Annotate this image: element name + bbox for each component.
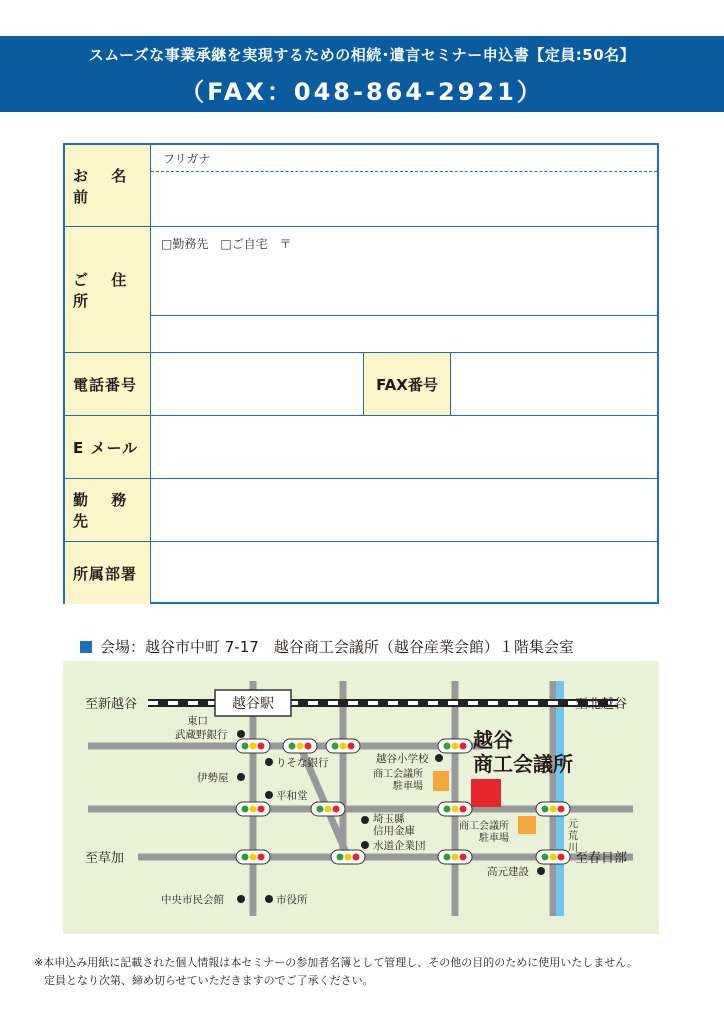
venue-title-1: 越谷 xyxy=(473,728,513,752)
label-suido-kigyodan: 水道企業団 xyxy=(373,840,426,852)
map-graphic xyxy=(63,661,659,934)
department-label: 所属部署 xyxy=(65,542,151,604)
name-label: お 名 前 xyxy=(65,145,151,226)
label-east-exit: 東口 xyxy=(187,715,208,727)
station-name: 越谷駅 xyxy=(232,696,274,712)
fax-label: FAX番号 xyxy=(363,353,451,415)
address-field-2[interactable] xyxy=(152,317,657,352)
label-parking-1: 駐車場 xyxy=(393,781,423,792)
privacy-note xyxy=(34,954,638,990)
label-takamoto: 高元建設 xyxy=(487,866,529,878)
label-to-soka: 至草加 xyxy=(85,851,125,866)
address-label: ご 住 所 xyxy=(65,227,151,352)
email-label: E メール xyxy=(65,416,151,478)
furigana-field[interactable] xyxy=(152,145,657,171)
label-civic-hall: 中央市民会館 xyxy=(161,894,224,906)
email-row xyxy=(65,415,657,478)
form-title: スムーズな事業承継を実現するための相続･遺言セミナー申込書【定員:50名】 xyxy=(88,46,636,64)
note-line-2: 定員となり次第、締め切らせていただきますのでご了承ください。 xyxy=(44,974,374,987)
address-divider xyxy=(151,315,657,316)
label-to-shinkoshigaya: 至新越谷 xyxy=(85,697,138,712)
venue-title-2: 商工会議所 xyxy=(473,752,573,776)
label-iseya: 伊勢屋 xyxy=(197,772,229,784)
venue-text: 会場：越谷市中町 7-17 越谷商工会議所（越谷産業会館）１階集会室 xyxy=(100,638,574,656)
label-resona-bank: りそな銀行 xyxy=(276,757,329,769)
note-line-1: ※本申込み用紙に記載された個人情報は本セミナーの参加者名簿として管理し、その他の目的のために使用いたしません。 xyxy=(34,956,638,969)
phone-row xyxy=(65,352,657,415)
label-parking-2: 駐車場 xyxy=(479,833,509,844)
label-chamber-parking-2: 商工会議所 xyxy=(459,821,509,832)
label-musashino-bank: 武蔵野銀行 xyxy=(175,729,228,741)
label-river-3: 川 xyxy=(568,843,578,854)
parking-1 xyxy=(433,771,449,791)
department-field[interactable] xyxy=(152,542,657,604)
fax-field[interactable] xyxy=(452,353,657,415)
address-row xyxy=(65,226,657,352)
department-row xyxy=(65,541,657,604)
application-form xyxy=(63,143,659,604)
river xyxy=(556,681,564,916)
label-saitama-shinkin-1: 埼玉縣 xyxy=(373,813,405,825)
venue-marker xyxy=(471,779,501,807)
parking-2 xyxy=(518,816,536,834)
name-row xyxy=(65,145,657,226)
label-chamber-parking-1: 商工会議所 xyxy=(373,769,423,780)
label-heiwado: 平和堂 xyxy=(276,790,308,802)
name-field[interactable] xyxy=(152,172,657,226)
label-saitama-shinkin-2: 信用金庫 xyxy=(373,825,415,837)
access-map xyxy=(63,661,659,934)
label-to-kasukabe: 至春日部 xyxy=(575,851,628,866)
address-field[interactable] xyxy=(152,253,657,313)
square-bullet-icon xyxy=(80,641,92,653)
fax-number: （FAX：048-864-2921） xyxy=(180,78,544,106)
label-to-kitakoshigaya: 至北越谷 xyxy=(575,697,628,712)
label-river-2: 荒 xyxy=(568,831,578,842)
label-koshigaya-school: 越谷小学校 xyxy=(376,753,429,765)
workplace-label: 勤 務 先 xyxy=(65,479,151,541)
email-field[interactable] xyxy=(152,416,657,478)
address-type-options[interactable]: □勤務先 □ご自宅 〒 xyxy=(161,237,292,251)
furigana-label: フリガナ xyxy=(163,152,211,166)
roads xyxy=(88,681,633,916)
phone-label: 電話番号 xyxy=(65,353,151,415)
label-city-hall: 市役所 xyxy=(276,894,308,906)
phone-field[interactable] xyxy=(152,353,362,415)
label-river-1: 元 xyxy=(568,819,578,830)
venue-line xyxy=(80,636,574,657)
header-banner xyxy=(0,36,724,112)
workplace-field[interactable] xyxy=(152,479,657,541)
workplace-row xyxy=(65,478,657,541)
